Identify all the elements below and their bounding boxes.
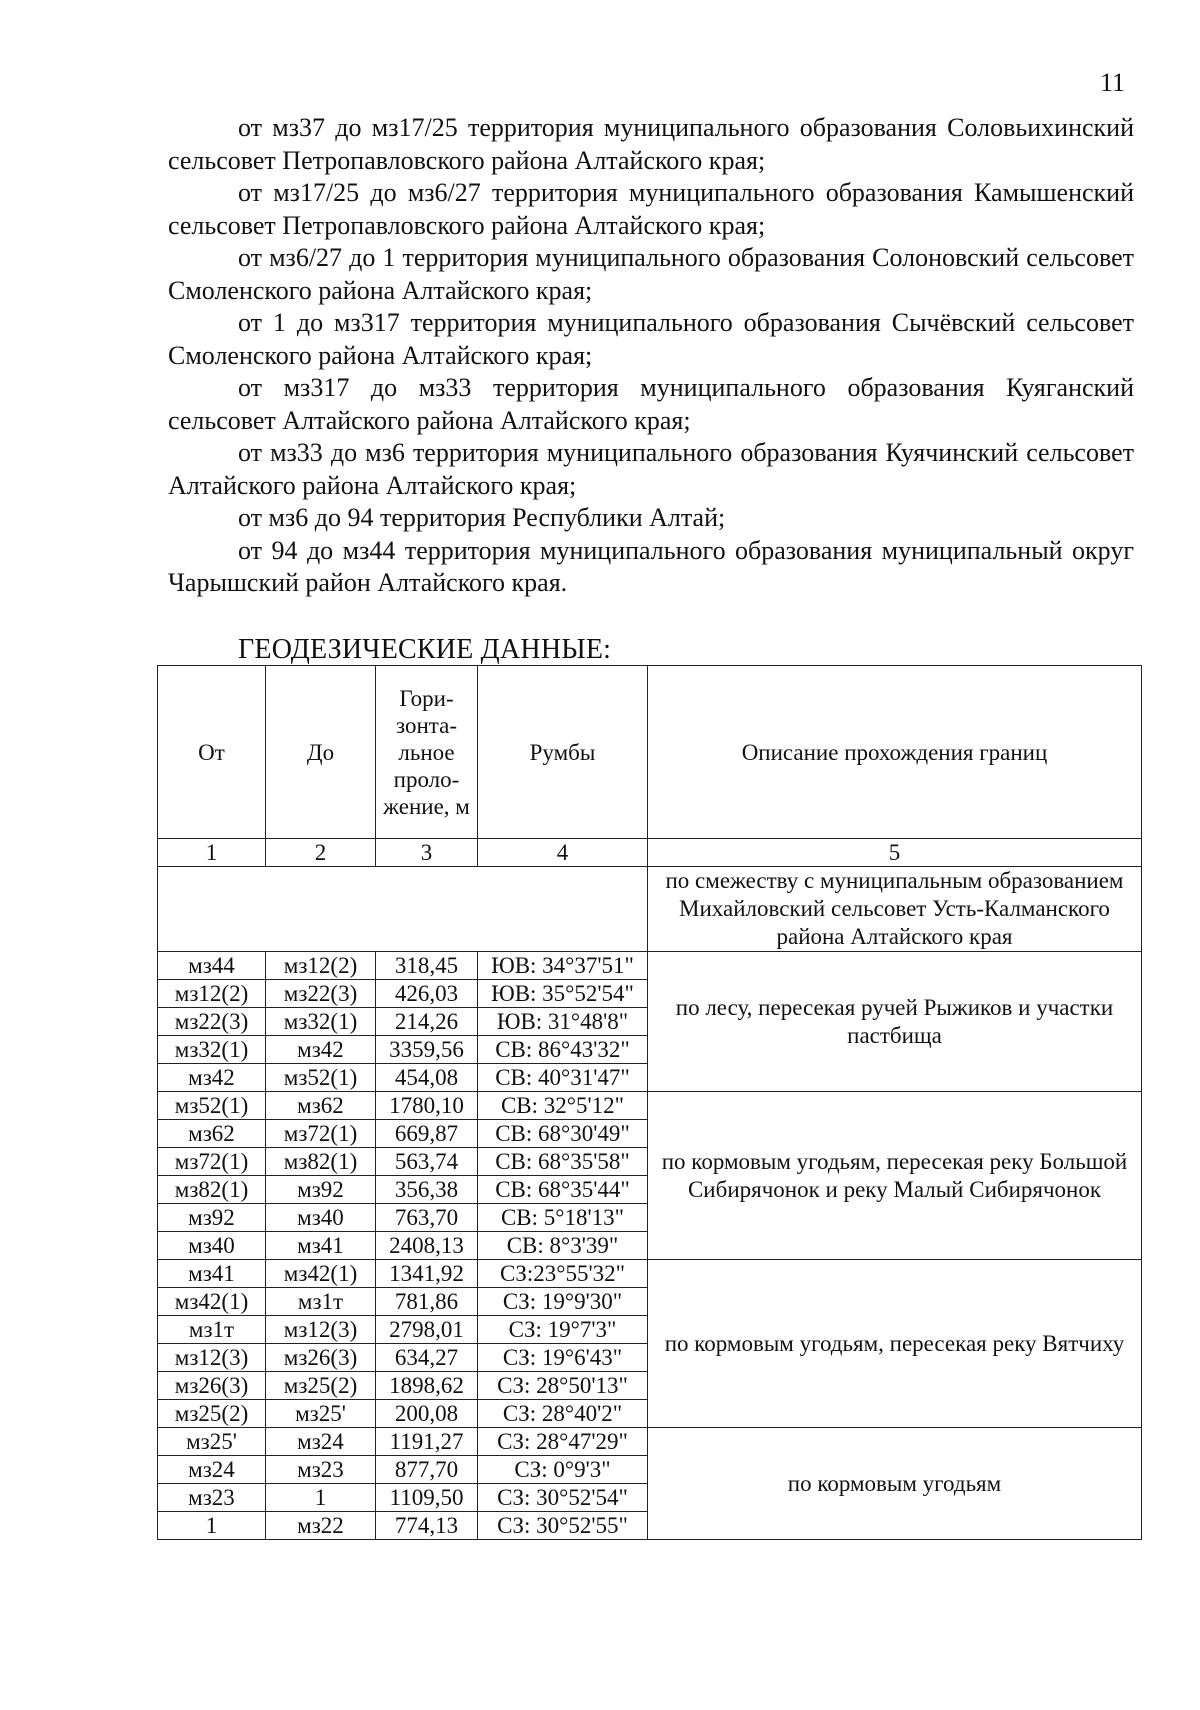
cell-from: мз12(2) (158, 980, 266, 1008)
cell-bearing: СВ: 86°43'32" (478, 1036, 648, 1064)
paragraph: от 1 до мз317 территория муниципального образования Сычёвский сельсовет Смоленского района Алтайского края; (168, 308, 1134, 370)
cell-from: мз32(1) (158, 1036, 266, 1064)
cell-bearing: СЗ: 0°9'3" (478, 1456, 648, 1484)
table-row (158, 1428, 1142, 1456)
column-number: 1 (158, 839, 266, 867)
section-note-row (158, 867, 1142, 952)
boundary-description-text (168, 112, 1134, 600)
cell-distance: 2408,13 (376, 1232, 478, 1260)
cell-to: мз40 (266, 1204, 376, 1232)
cell-from: 1 (158, 1512, 266, 1540)
cell-from: мз52(1) (158, 1092, 266, 1120)
cell-distance: 454,08 (376, 1064, 478, 1092)
paragraph: от мз33 до мз6 территория муниципального образования Куячинский сельсовет Алтайского района Алтайского края; (168, 438, 1134, 500)
cell-to: мз42(1) (266, 1260, 376, 1288)
cell-from: мз23 (158, 1484, 266, 1512)
header-to: До (266, 666, 376, 839)
cell-from: мз62 (158, 1120, 266, 1148)
cell-from: мз44 (158, 952, 266, 980)
cell-bearing: СЗ: 19°6'43" (478, 1344, 648, 1372)
cell-from: мз82(1) (158, 1176, 266, 1204)
paragraph: от мз37 до мз17/25 территория муниципального образования Соловьихинский сельсовет Петропавловского района Алтайского края; (168, 113, 1134, 175)
cell-to: мз1т (266, 1288, 376, 1316)
cell-bearing: СЗ: 19°7'3" (478, 1316, 648, 1344)
cell-to: мз23 (266, 1456, 376, 1484)
cell-distance: 669,87 (376, 1120, 478, 1148)
cell-to: мз26(3) (266, 1344, 376, 1372)
cell-distance: 781,86 (376, 1288, 478, 1316)
cell-distance: 2798,01 (376, 1316, 478, 1344)
cell-to: мз41 (266, 1232, 376, 1260)
cell-distance: 318,45 (376, 952, 478, 980)
cell-bearing: СЗ: 19°9'30" (478, 1288, 648, 1316)
cell-bearing: СВ: 5°18'13" (478, 1204, 648, 1232)
cell-bearing: СВ: 68°35'44" (478, 1176, 648, 1204)
cell-to: мз22 (266, 1512, 376, 1540)
group-description: по кормовым угодьям, пересекая реку Вятчиху (648, 1260, 1142, 1428)
cell-from: мз25(2) (158, 1400, 266, 1428)
cell-distance: 3359,56 (376, 1036, 478, 1064)
cell-from: мз42(1) (158, 1288, 266, 1316)
cell-distance: 1780,10 (376, 1092, 478, 1120)
cell-distance: 200,08 (376, 1400, 478, 1428)
column-number: 2 (266, 839, 376, 867)
cell-distance: 1109,50 (376, 1484, 478, 1512)
group-description: по кормовым угодьям (648, 1428, 1142, 1540)
cell-to: мз42 (266, 1036, 376, 1064)
table-row (158, 1260, 1142, 1288)
paragraph: от мз317 до мз33 территория муниципального образования Куяганский сельсовет Алтайского района Алтайского края; (168, 373, 1134, 435)
cell-from: мз25' (158, 1428, 266, 1456)
cell-to: мз12(2) (266, 952, 376, 980)
cell-bearing: СЗ: 30°52'54" (478, 1484, 648, 1512)
cell-distance: 214,26 (376, 1008, 478, 1036)
cell-bearing: ЮВ: 35°52'54" (478, 980, 648, 1008)
paragraph: от мз17/25 до мз6/27 территория муниципального образования Камышенский сельсовет Петропавловского района Алтайского края; (168, 178, 1134, 240)
cell-from: мз22(3) (158, 1008, 266, 1036)
cell-to: мз22(3) (266, 980, 376, 1008)
cell-to: мз62 (266, 1092, 376, 1120)
cell-bearing: ЮВ: 31°48'8" (478, 1008, 648, 1036)
cell-to: мз32(1) (266, 1008, 376, 1036)
group-description: по лесу, пересекая ручей Рыжиков и участки пастбища (648, 952, 1142, 1092)
cell-distance: 356,38 (376, 1176, 478, 1204)
cell-bearing: СВ: 68°35'58" (478, 1148, 648, 1176)
cell-distance: 634,27 (376, 1344, 478, 1372)
table-row (158, 952, 1142, 980)
cell-to: мз25(2) (266, 1372, 376, 1400)
paragraph: от 94 до мз44 территория муниципального образования муниципальный округ Чарышский район Алтайского края. (168, 535, 1134, 597)
cell-distance: 763,70 (376, 1204, 478, 1232)
cell-bearing: СЗ: 28°40'2" (478, 1400, 648, 1428)
cell-distance: 877,70 (376, 1456, 478, 1484)
cell-bearing: СВ: 32°5'12" (478, 1092, 648, 1120)
cell-distance: 563,74 (376, 1148, 478, 1176)
geodetic-data-table (157, 665, 1142, 1540)
cell-from: мз24 (158, 1456, 266, 1484)
cell-distance: 774,13 (376, 1512, 478, 1540)
cell-from: мз72(1) (158, 1148, 266, 1176)
column-number-row (158, 839, 1142, 867)
group-description: по кормовым угодьям, пересекая реку Большой Сибирячонок и реку Малый Сибирячонок (648, 1092, 1142, 1260)
cell-bearing: СЗ: 28°47'29" (478, 1428, 648, 1456)
cell-bearing: СВ: 40°31'47" (478, 1064, 648, 1092)
cell-from: мз1т (158, 1316, 266, 1344)
cell-distance: 1191,27 (376, 1428, 478, 1456)
header-from: От (158, 666, 266, 839)
cell-to: мз92 (266, 1176, 376, 1204)
header-distance: Гори-зонта-льное проло-жение, м (376, 666, 478, 839)
page-number: 11 (1100, 68, 1126, 97)
cell-from: мз41 (158, 1260, 266, 1288)
table-header-row (158, 666, 1142, 839)
section-note: по смежеству с муниципальным образованием Михайловский сельсовет Усть-Калманского района Алтайского края (648, 867, 1142, 952)
cell-from: мз42 (158, 1064, 266, 1092)
column-number: 3 (376, 839, 478, 867)
cell-bearing: СВ: 68°30'49" (478, 1120, 648, 1148)
table-row (158, 1092, 1142, 1120)
header-bearing: Румбы (478, 666, 648, 839)
cell-to: 1 (266, 1484, 376, 1512)
cell-from: мз40 (158, 1232, 266, 1260)
column-number: 4 (478, 839, 648, 867)
paragraph: от мз6 до 94 территория Республики Алтай; (238, 503, 726, 532)
cell-distance: 426,03 (376, 980, 478, 1008)
empty-cell (158, 867, 648, 952)
paragraph: от мз6/27 до 1 территория муниципального образования Солоновский сельсовет Смоленского района Алтайского края; (168, 243, 1134, 305)
cell-distance: 1341,92 (376, 1260, 478, 1288)
cell-to: мз82(1) (266, 1148, 376, 1176)
cell-bearing: СВ: 8°3'39" (478, 1232, 648, 1260)
header-description: Описание прохождения границ (648, 666, 1142, 839)
cell-bearing: ЮВ: 34°37'51" (478, 952, 648, 980)
cell-to: мз25' (266, 1400, 376, 1428)
cell-to: мз72(1) (266, 1120, 376, 1148)
cell-to: мз52(1) (266, 1064, 376, 1092)
cell-from: мз12(3) (158, 1344, 266, 1372)
cell-to: мз12(3) (266, 1316, 376, 1344)
cell-bearing: СЗ:23°55'32" (478, 1260, 648, 1288)
cell-from: мз26(3) (158, 1372, 266, 1400)
cell-from: мз92 (158, 1204, 266, 1232)
cell-bearing: СЗ: 30°52'55" (478, 1512, 648, 1540)
cell-to: мз24 (266, 1428, 376, 1456)
cell-bearing: СЗ: 28°50'13" (478, 1372, 648, 1400)
table-caption: ГЕОДЕЗИЧЕСКИЕ ДАННЫЕ: (238, 634, 612, 665)
cell-distance: 1898,62 (376, 1372, 478, 1400)
column-number: 5 (648, 839, 1142, 867)
